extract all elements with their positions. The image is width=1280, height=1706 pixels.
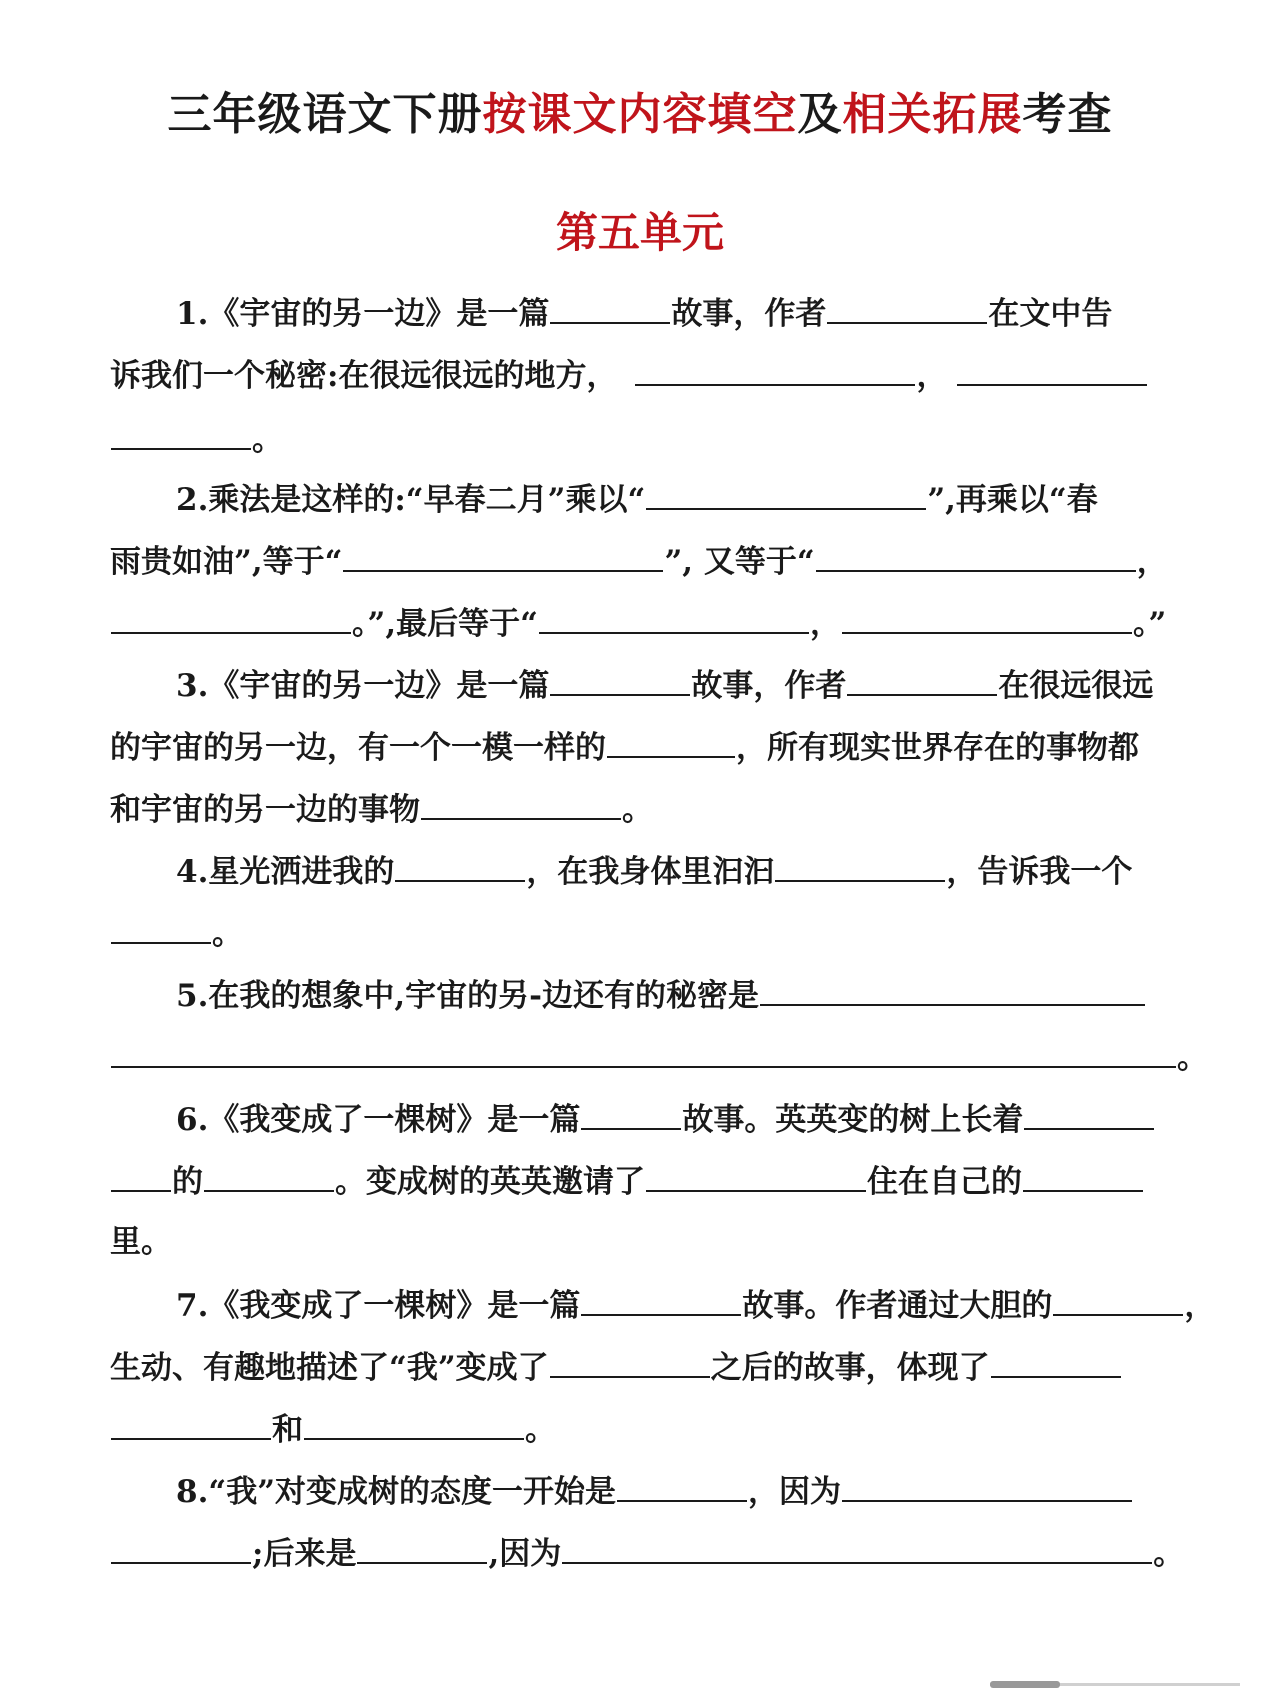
answer-blank[interactable] bbox=[111, 418, 251, 450]
answer-blank[interactable] bbox=[304, 1408, 524, 1440]
answer-blank[interactable] bbox=[827, 292, 987, 324]
answer-blank[interactable] bbox=[111, 1160, 171, 1192]
question-3-line-1: 3.《宇宙的另一边》是一篇 故事，作者 在很远很远 bbox=[176, 664, 1153, 706]
answer-blank[interactable] bbox=[646, 1160, 866, 1192]
unit-heading: 第五单元 bbox=[555, 208, 724, 257]
question-2-line-2: 雨贵如油”,等于“ ”, 又等于“ ， bbox=[110, 540, 1168, 582]
answer-blank[interactable] bbox=[550, 664, 690, 696]
answer-blank[interactable] bbox=[607, 726, 735, 758]
question-4-line-2: 。 bbox=[110, 912, 243, 954]
answer-blank[interactable] bbox=[111, 1036, 1176, 1068]
question-6-line-2: 的 。变成树的英英邀请了 住在自己的 bbox=[110, 1160, 1144, 1202]
answer-blank[interactable] bbox=[550, 1346, 710, 1378]
question-6-line-1: 6.《我变成了一棵树》是一篇 故事。英英变的树上长着 bbox=[176, 1098, 1155, 1140]
page-title: 三年级语文下册按课文内容填空及相关拓展考查 bbox=[167, 89, 1113, 140]
answer-blank[interactable] bbox=[357, 1532, 487, 1564]
answer-blank[interactable] bbox=[111, 1408, 271, 1440]
answer-blank[interactable] bbox=[550, 292, 670, 324]
answer-blank[interactable] bbox=[617, 1470, 747, 1502]
answer-blank[interactable] bbox=[562, 1532, 1152, 1564]
answer-blank[interactable] bbox=[539, 602, 809, 634]
question-2-line-3: 。”,最后等于“ ， 。” bbox=[110, 602, 1166, 644]
question-2-line-1: 2.乘法是这样的:“早春二月”乘以“ ”,再乘以“春 bbox=[176, 478, 1098, 520]
question-7-line-1: 7.《我变成了一棵树》是一篇 故事。作者通过大胆的 ， bbox=[176, 1284, 1215, 1326]
question-5-line-2: 。 bbox=[110, 1036, 1208, 1078]
answer-blank[interactable] bbox=[111, 602, 351, 634]
question-3-line-3: 和宇宙的另一边的事物 。 bbox=[110, 788, 653, 830]
answer-blank[interactable] bbox=[111, 1532, 251, 1564]
answer-blank[interactable] bbox=[1053, 1284, 1183, 1316]
answer-blank[interactable] bbox=[1024, 1098, 1154, 1130]
question-5-line-1: 5.在我的想象中,宇宙的另-边还有的秘密是 bbox=[176, 974, 1146, 1016]
answer-blank[interactable] bbox=[343, 540, 663, 572]
question-1-line-2: 诉我们一个秘密:在很远很远的地方， ， bbox=[110, 354, 1148, 396]
question-8-line-2: ;后来是 ,因为 。 bbox=[110, 1532, 1184, 1574]
answer-blank[interactable] bbox=[991, 1346, 1121, 1378]
question-1-line-3: 。 bbox=[110, 418, 283, 460]
question-8-line-1: 8.“我”对变成树的态度一开始是 ，因为 bbox=[176, 1470, 1133, 1512]
answer-blank[interactable] bbox=[421, 788, 621, 820]
horizontal-scrollbar[interactable] bbox=[990, 1676, 1240, 1692]
answer-blank[interactable] bbox=[581, 1098, 681, 1130]
question-6-line-3: 里。 bbox=[110, 1224, 172, 1260]
answer-blank[interactable] bbox=[847, 664, 997, 696]
answer-blank[interactable] bbox=[1023, 1160, 1143, 1192]
answer-blank[interactable] bbox=[581, 1284, 741, 1316]
answer-blank[interactable] bbox=[635, 354, 915, 386]
question-4-line-1: 4.星光洒进我的 ，在我身体里汩汩 ，告诉我一个 bbox=[176, 850, 1132, 892]
answer-blank[interactable] bbox=[842, 1470, 1132, 1502]
question-1-line-1: 1.《宇宙的另一边》是一篇 故事，作者 在文中告 bbox=[176, 292, 1112, 334]
answer-blank[interactable] bbox=[816, 540, 1136, 572]
answer-blank[interactable] bbox=[646, 478, 926, 510]
answer-blank[interactable] bbox=[395, 850, 525, 882]
answer-blank[interactable] bbox=[775, 850, 945, 882]
answer-blank[interactable] bbox=[842, 602, 1132, 634]
answer-blank[interactable] bbox=[111, 912, 211, 944]
question-7-line-2: 生动、有趣地描述了“我”变成了 之后的故事，体现了 bbox=[110, 1346, 1122, 1388]
scrollbar-thumb[interactable] bbox=[990, 1681, 1060, 1688]
answer-blank[interactable] bbox=[957, 354, 1147, 386]
answer-blank[interactable] bbox=[204, 1160, 334, 1192]
question-3-line-2: 的宇宙的另一边，有一个一模一样的 ，所有现实世界存在的事物都 bbox=[110, 726, 1139, 768]
question-7-line-3: 和 。 bbox=[110, 1408, 556, 1450]
answer-blank[interactable] bbox=[760, 974, 1145, 1006]
